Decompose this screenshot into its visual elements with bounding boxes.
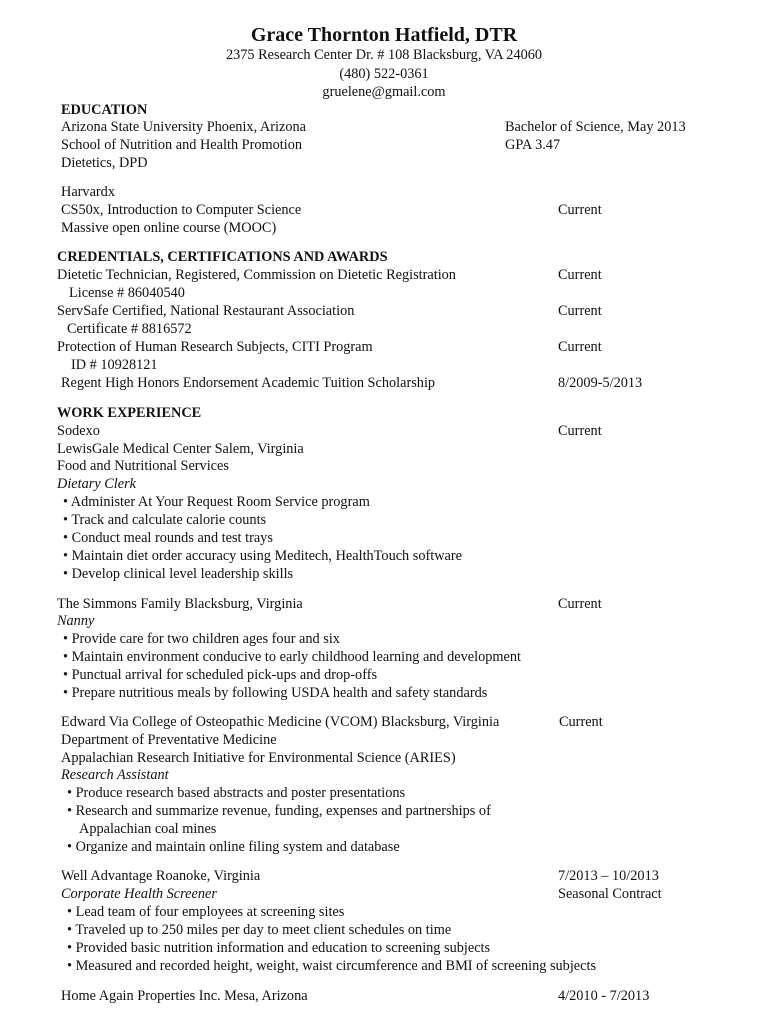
sodexo-department: Food and Nutritional Services xyxy=(57,458,229,474)
bullet-item: • Produce research based abstracts and poster presentations xyxy=(67,785,406,801)
bullet-item: • Measured and recorded height, weight, waist circumference and BMI of screening subjects xyxy=(67,958,597,974)
harvard-school: Harvardx xyxy=(61,184,115,200)
asu-program: Dietetics, DPD xyxy=(61,155,148,171)
credential-date: Current xyxy=(558,303,602,319)
welladvantage-contract: Seasonal Contract xyxy=(558,886,662,902)
bullet-item: • Provided basic nutrition information and education to screening subjects xyxy=(67,940,491,956)
welladvantage-company: Well Advantage Roanoke, Virginia xyxy=(61,868,261,884)
credential-id: License # 86040540 xyxy=(69,285,185,301)
sodexo-company: Sodexo xyxy=(57,423,100,439)
bullet-item: • Lead team of four employees at screening sites xyxy=(67,904,345,920)
vcom-department: Department of Preventative Medicine xyxy=(61,732,277,748)
credential-title: Regent High Honors Endorsement Academic Tuition Scholarship xyxy=(61,375,436,391)
applicant-name: Grace Thornton Hatfield, DTR xyxy=(250,24,518,46)
sodexo-role: Dietary Clerk xyxy=(57,476,137,492)
bullet-item: • Develop clinical level leadership skills xyxy=(63,566,294,582)
bullet-item: • Prepare nutritious meals by following USDA health and safety standards xyxy=(63,685,488,701)
credential-date: Current xyxy=(558,267,602,283)
bullet-item: • Traveled up to 250 miles per day to meet client schedules on time xyxy=(67,922,452,938)
vcom-date: Current xyxy=(559,714,603,730)
sodexo-date: Current xyxy=(558,423,602,439)
welladvantage-role: Corporate Health Screener xyxy=(61,886,217,902)
credential-title: ServSafe Certified, National Restaurant Association xyxy=(57,303,355,319)
bullet-item: • Maintain diet order accuracy using Meditech, HealthTouch software xyxy=(63,548,463,564)
credential-date: 8/2009-5/2013 xyxy=(558,375,643,391)
education-heading: EDUCATION xyxy=(61,102,148,118)
simmons-date: Current xyxy=(558,596,602,612)
phone: (480) 522-0361 xyxy=(339,66,429,82)
bullet-item: • Track and calculate calorie counts xyxy=(63,512,267,528)
credential-title: Dietetic Technician, Registered, Commission on Dietetic Registration xyxy=(57,267,456,283)
bullet-item-continued: Appalachian coal mines xyxy=(79,821,217,837)
welladvantage-date: 7/2013 – 10/2013 xyxy=(558,868,659,884)
simmons-role: Nanny xyxy=(57,613,95,629)
homeagain-date: 4/2010 - 7/2013 xyxy=(558,988,650,1004)
harvard-course: CS50x, Introduction to Computer Science xyxy=(61,202,302,218)
sodexo-location: LewisGale Medical Center Salem, Virginia xyxy=(57,441,304,457)
credential-id: ID # 10928121 xyxy=(71,357,158,373)
asu-degree: Bachelor of Science, May 2013 xyxy=(505,119,686,135)
harvard-status: Current xyxy=(558,202,602,218)
simmons-company: The Simmons Family Blacksburg, Virginia xyxy=(57,596,303,612)
work-heading: WORK EXPERIENCE xyxy=(57,405,202,421)
bullet-item: • Punctual arrival for scheduled pick-ups and drop-offs xyxy=(63,667,378,683)
homeagain-company: Home Again Properties Inc. Mesa, Arizona xyxy=(61,988,308,1004)
email: gruelene@gmail.com xyxy=(322,84,446,100)
bullet-item: • Organize and maintain online filing system and database xyxy=(67,839,400,855)
credentials-heading: CREDENTIALS, CERTIFICATIONS AND AWARDS xyxy=(57,249,388,265)
bullet-item: • Conduct meal rounds and test trays xyxy=(63,530,273,546)
asu-gpa: GPA 3.47 xyxy=(505,137,561,153)
bullet-item: • Provide care for two children ages four and six xyxy=(63,631,340,647)
credential-title: Protection of Human Research Subjects, CITI Program xyxy=(57,339,373,355)
vcom-initiative: Appalachian Research Initiative for Environmental Science (ARIES) xyxy=(61,750,456,766)
bullet-item: • Maintain environment conducive to early childhood learning and development xyxy=(63,649,522,665)
address: 2375 Research Center Dr. # 108 Blacksburg, VA 24060 xyxy=(225,47,543,63)
bullet-item: • Administer At Your Request Room Service program xyxy=(63,494,370,510)
credential-id: Certificate # 8816572 xyxy=(67,321,192,337)
credential-date: Current xyxy=(558,339,602,355)
bullet-item: • Research and summarize revenue, funding, expenses and partnerships of xyxy=(67,803,491,819)
vcom-role: Research Assistant xyxy=(61,767,169,783)
asu-department: School of Nutrition and Health Promotion xyxy=(61,137,303,153)
asu-school: Arizona State University Phoenix, Arizona xyxy=(61,119,306,135)
vcom-company: Edward Via College of Osteopathic Medicine (VCOM) Blacksburg, Virginia xyxy=(61,714,500,730)
harvard-type: Massive open online course (MOOC) xyxy=(61,220,277,236)
